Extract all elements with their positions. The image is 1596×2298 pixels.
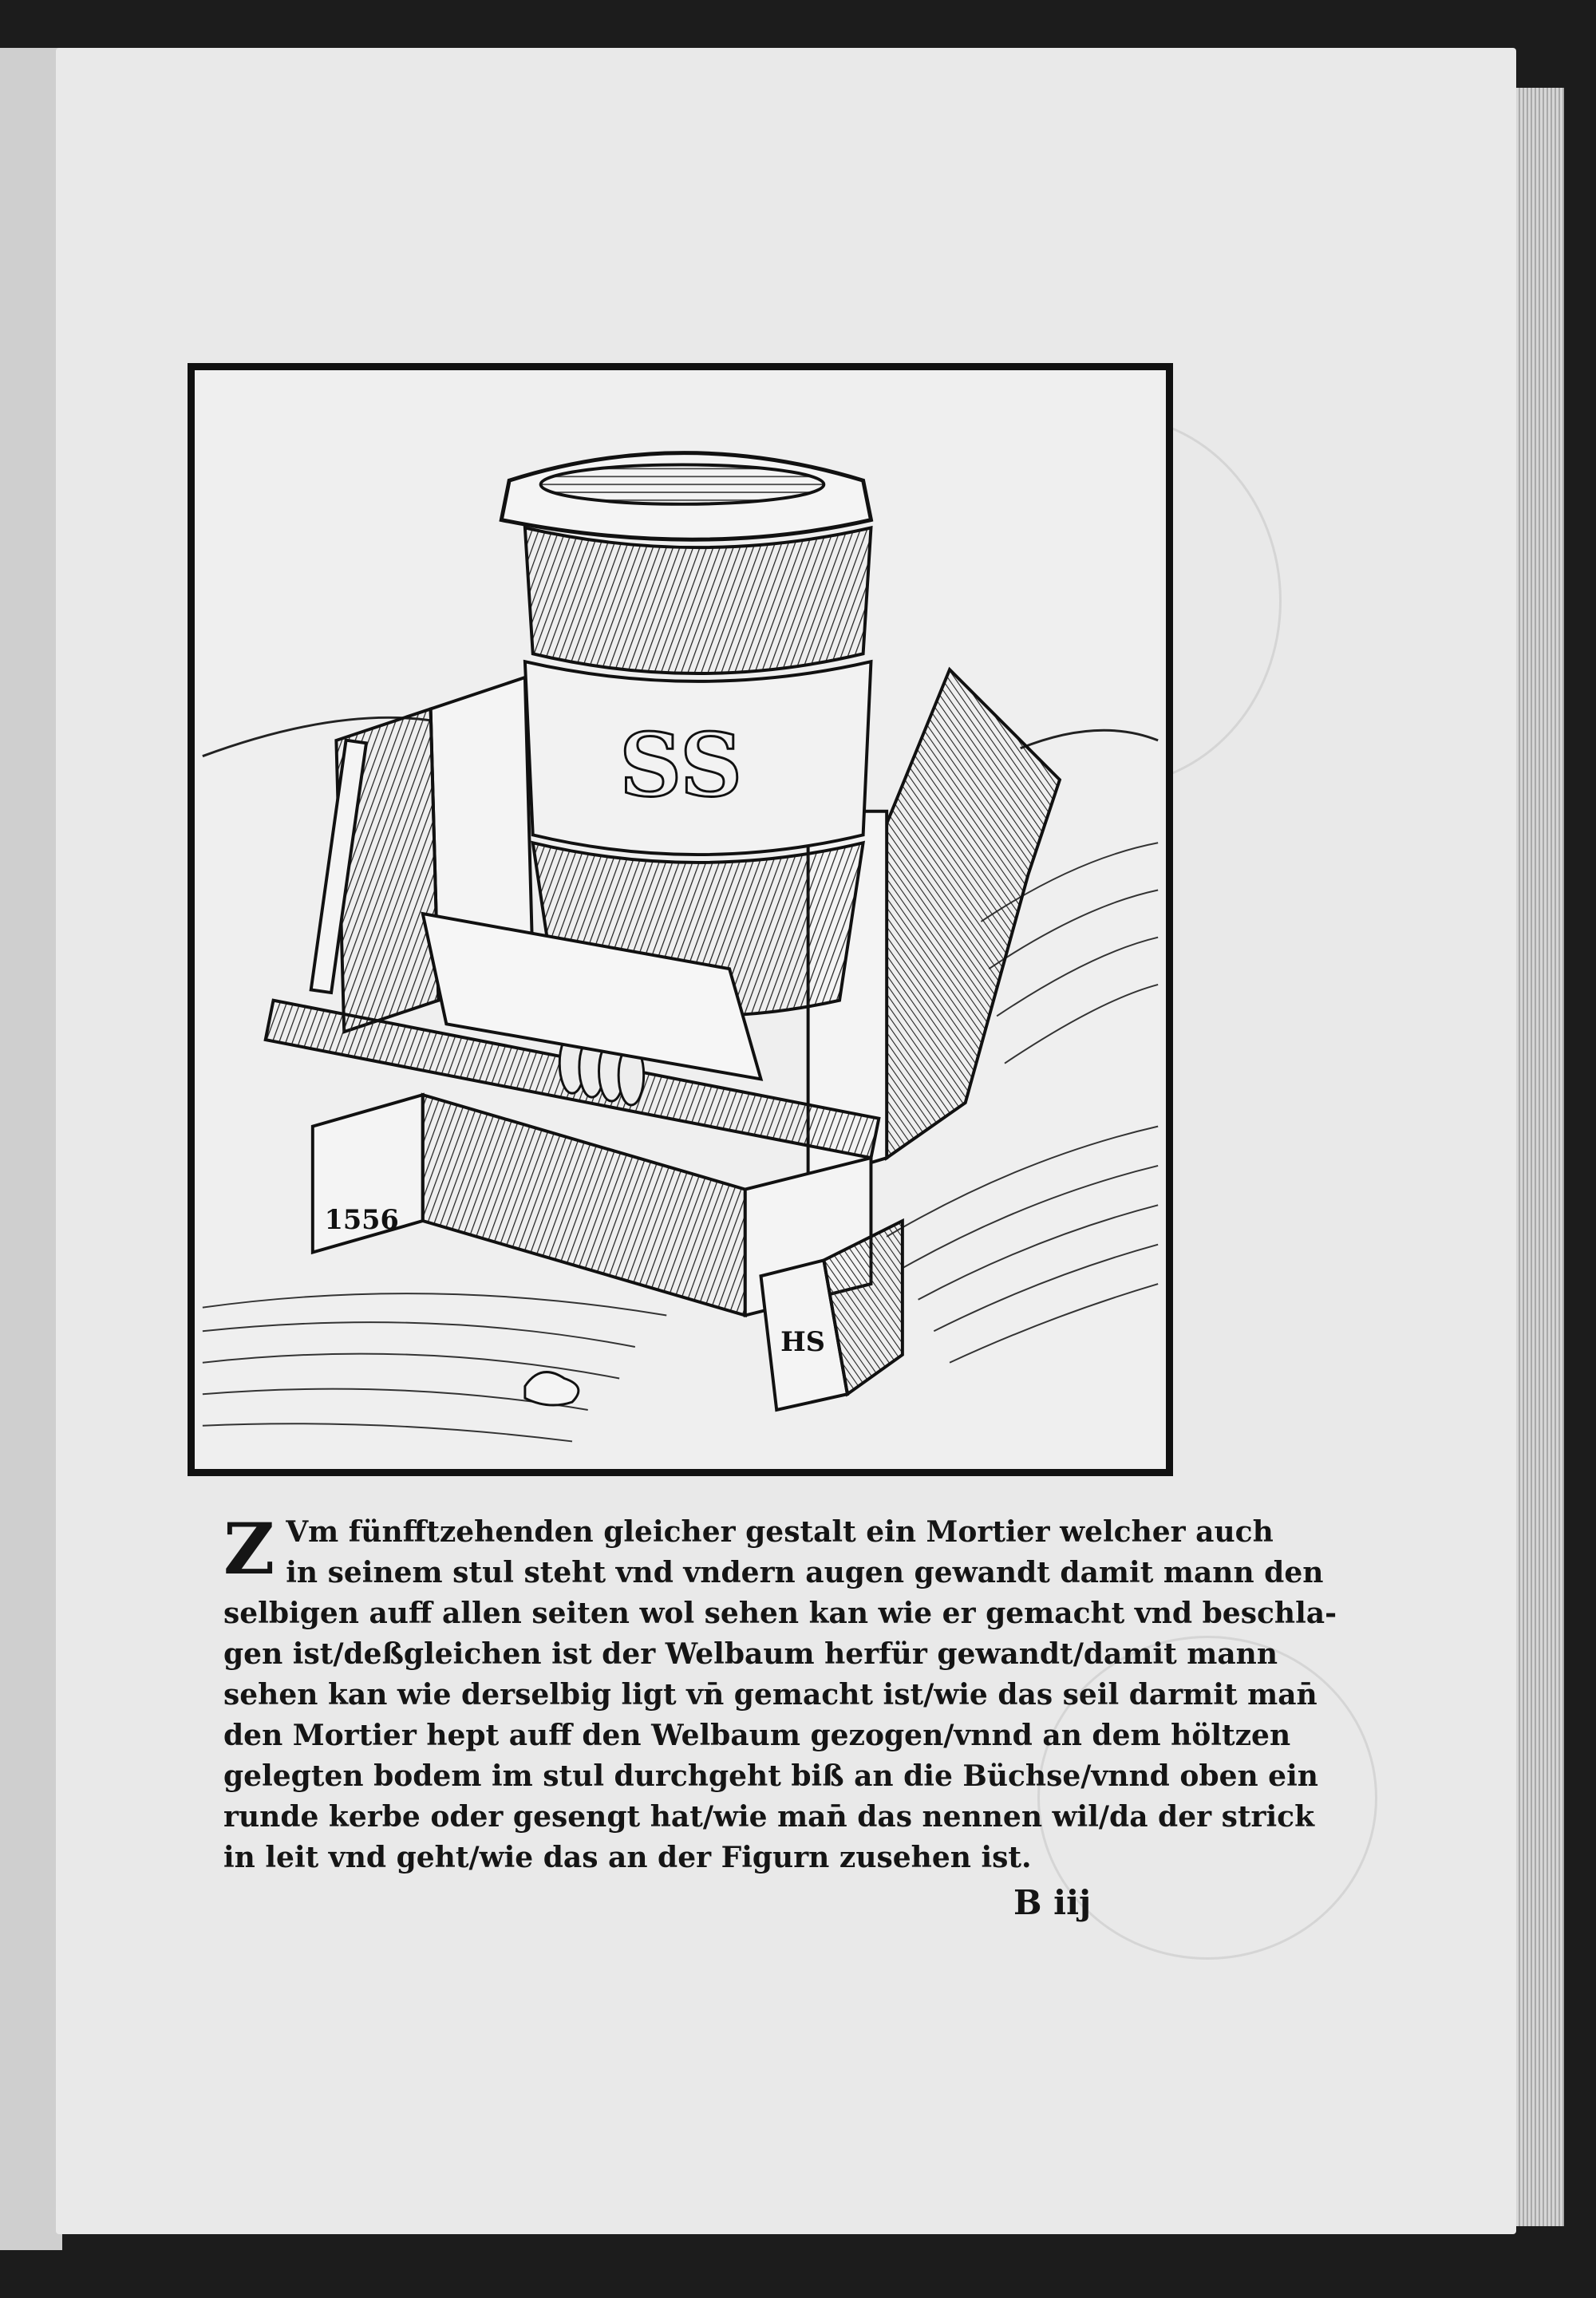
svg-text:SS: SS: [619, 713, 743, 817]
text-line: gelegten bodem im stul durchgeht biß an die Büchse/vnnd oben ein: [223, 1759, 1318, 1793]
signature-mark: B iij: [1013, 1883, 1092, 1922]
drop-cap: Z: [223, 1507, 275, 1590]
body-text: [223, 1507, 1337, 1878]
woodcut-date: 1556: [324, 1203, 399, 1235]
text-line: in seinem stul steht vnd vndern augen gewandt damit mann den: [286, 1556, 1324, 1589]
text-line: runde kerbe oder gesengt hat/wie man̄ das nennen wil/da der strick: [223, 1800, 1315, 1834]
text-line: gen ist/deßgleichen ist der Welbaum herfür gewandt/damit mann: [223, 1637, 1278, 1671]
text-line: den Mortier hept auff den Welbaum gezogen/vnnd an dem höltzen: [223, 1719, 1291, 1752]
text-line: in leit vnd geht/wie das an der Figurn zusehen ist.: [223, 1841, 1032, 1874]
page-stack-edges: [1516, 88, 1564, 2226]
mortar-woodcut: [195, 370, 1166, 1469]
text-line: selbigen auff allen seiten wol sehen kan wie er gemacht vnd beschla-: [223, 1597, 1337, 1630]
woodcut-illustration: [188, 363, 1173, 1476]
artist-monogram: HS: [780, 1325, 825, 1357]
facing-page-edge: [0, 48, 62, 2250]
text-line: Vm fünfftzehenden gleicher gestalt ein Mortier welcher auch: [286, 1515, 1274, 1549]
text-line: sehen kan wie derselbig ligt vn̄ gemacht ist/wie das seil darmit man̄: [223, 1678, 1317, 1712]
